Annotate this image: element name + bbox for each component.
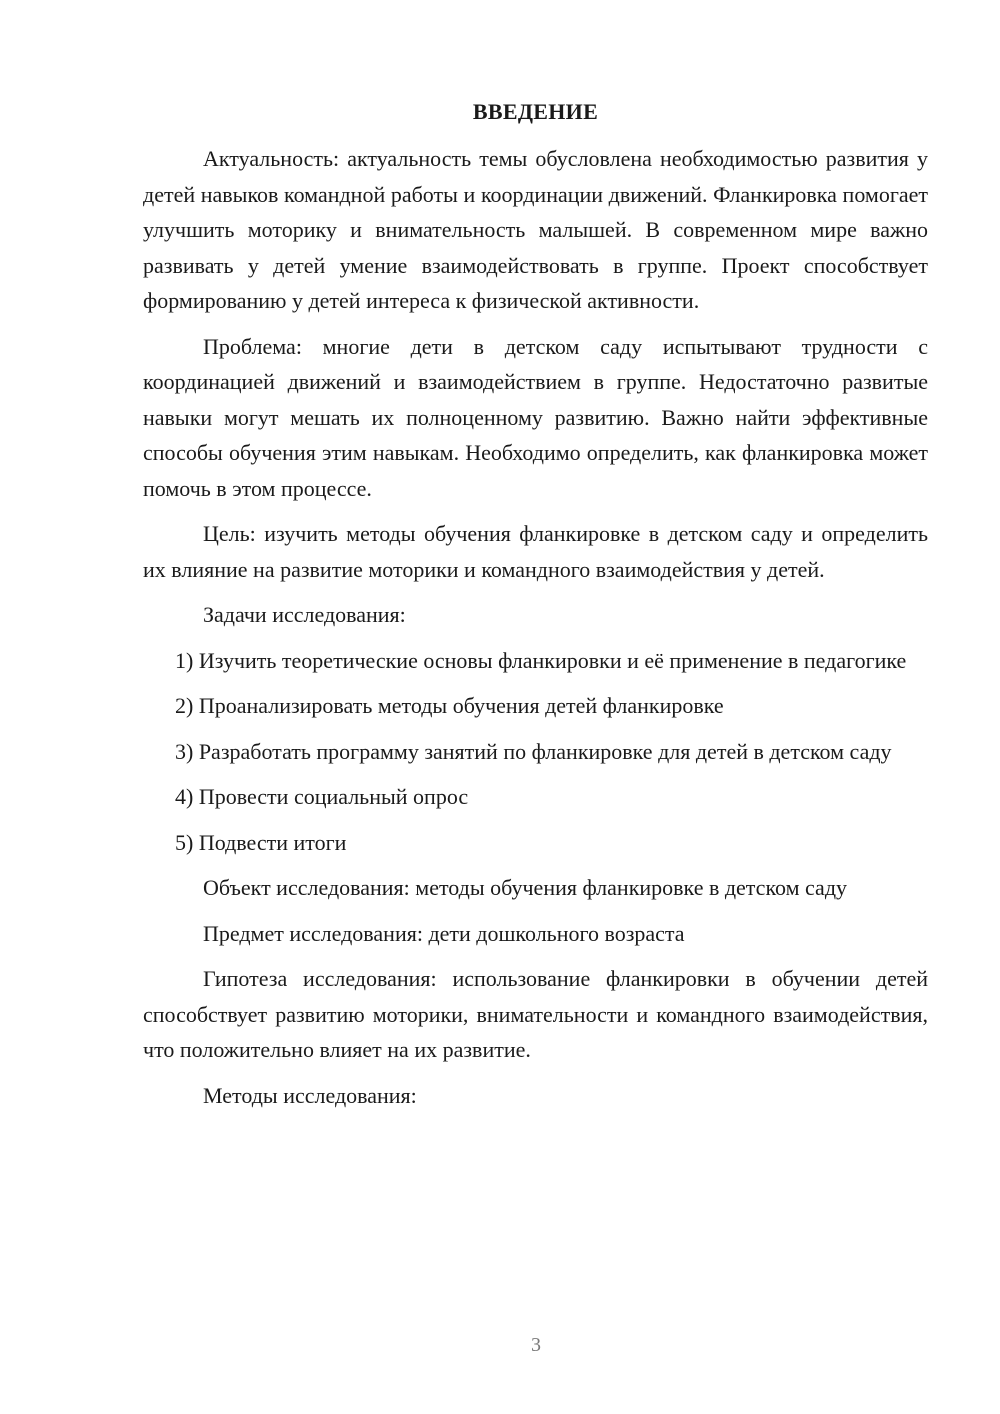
task-item-2: 2) Проанализировать методы обучения детей фланкировке xyxy=(175,693,724,718)
section-heading: ВВЕДЕНИЕ xyxy=(472,99,599,124)
task-item-5: 5) Подвести итоги xyxy=(175,829,347,855)
task-item-4: 4) Провести социальный опрос xyxy=(175,784,469,809)
page-content xyxy=(143,94,928,1123)
methods-paragraph: Методы исследования: xyxy=(203,1082,417,1108)
hypothesis-paragraph: Гипотеза исследования: использование фланкировки в обучении детей способствует развитию моторики, внимательности и командного взаимодействия, что положительно влияет на их развитие. xyxy=(143,966,928,1062)
task-item-1: 1) Изучить теоретические основы фланкировки и её применение в педагогике xyxy=(175,647,907,673)
tasks-heading: Задачи исследования: xyxy=(203,602,406,627)
object-paragraph: Объект исследования: методы обучения фланкировке в детском саду xyxy=(203,875,848,900)
problem-paragraph: Проблема: многие дети в детском саду испытывают трудности с координацией движений и взаимодействием в группе. Недостаточно развитые навыки могут мешать их полноценному развитию. Важно найти эффективные способы обучения этим навыкам. Необходимо определить, как фланкировка может помочь в этом процессе. xyxy=(143,333,928,501)
task-item-3: 3) Разработать программу занятий по фланкировке для детей в детском саду xyxy=(175,738,892,764)
subject-paragraph: Предмет исследования: дети дошкольного возраста xyxy=(203,920,685,946)
goal-paragraph: Цель: изучить методы обучения фланкировке в детском саду и определить их влияние на развитие моторики и командного взаимодействия у детей. xyxy=(143,521,928,582)
relevance-paragraph: Актуальность: актуальность темы обусловлена необходимостью развития у детей навыков командной работы и координации движений. Фланкировка помогает улучшить моторику и внимательность малышей. В современном мире важно развивать у детей умение взаимодействовать в группе. Проект способствует формированию у детей интереса к физической активности. xyxy=(143,146,928,313)
page-number: 3 xyxy=(531,1334,541,1356)
